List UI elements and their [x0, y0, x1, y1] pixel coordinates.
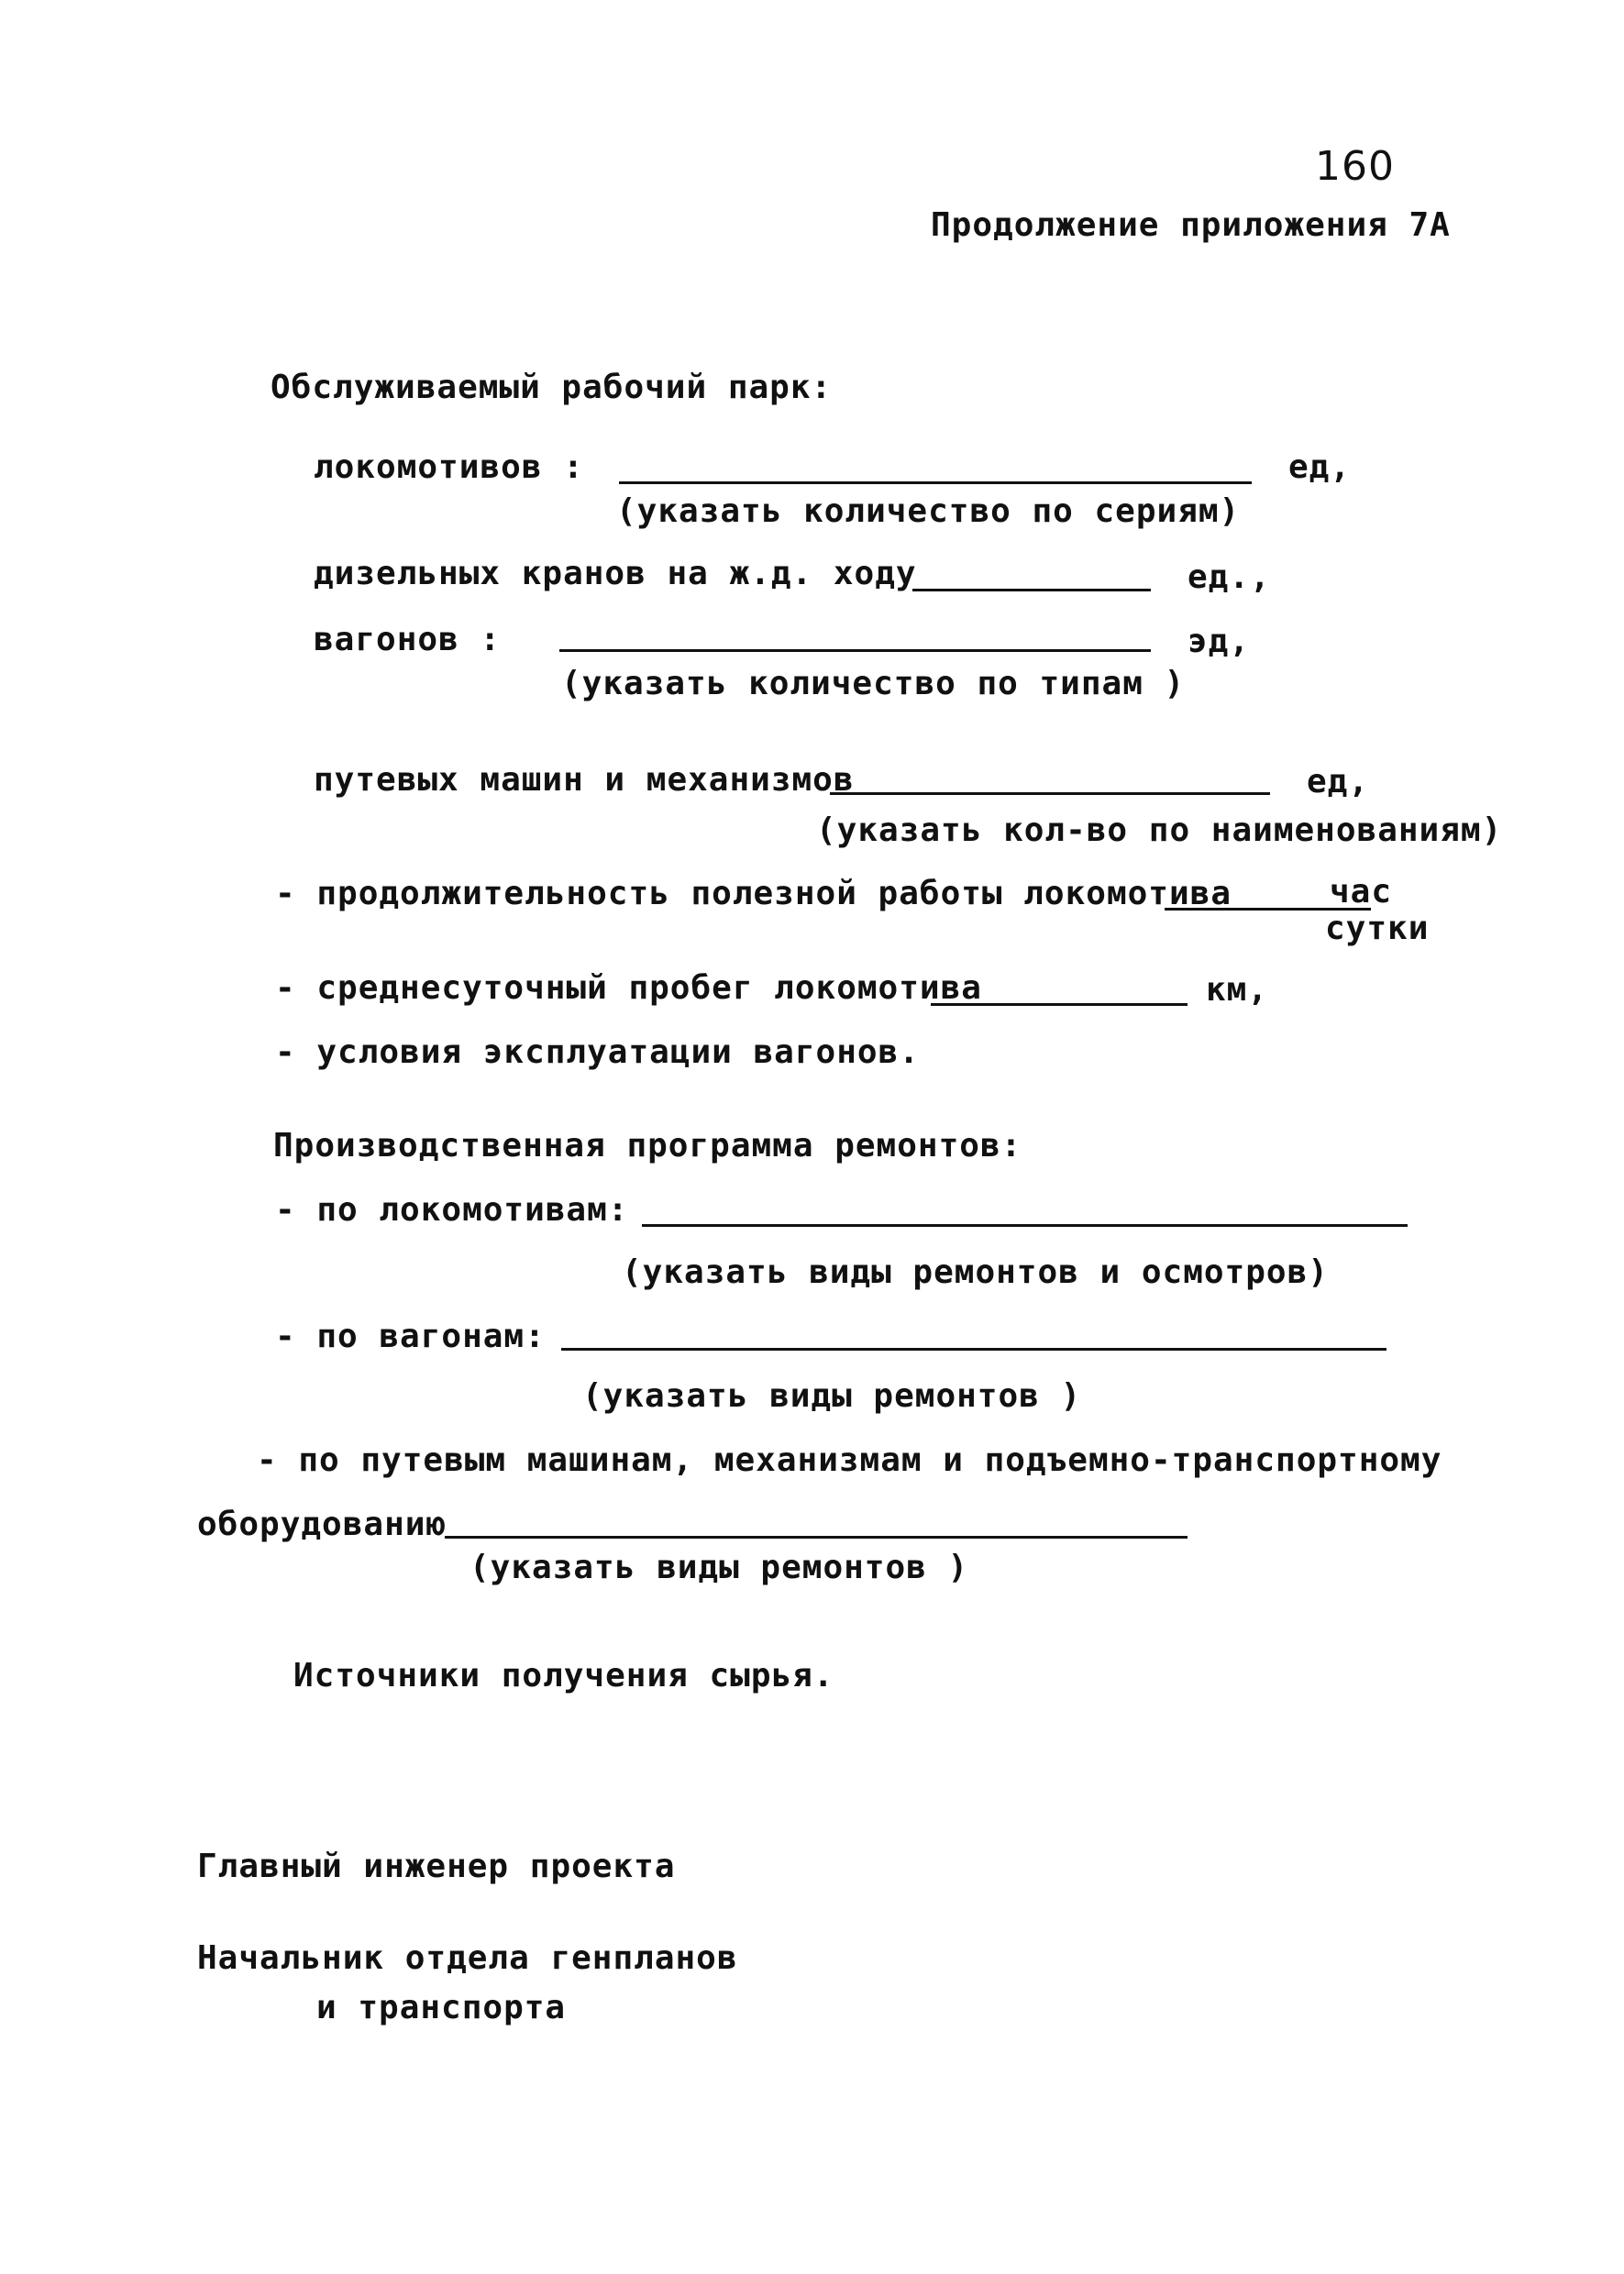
cranes-label: дизельных кранов на ж.д. ходу [314, 555, 917, 592]
appendix-caption: Продолжение приложения 7А [931, 206, 1451, 244]
program-wagons-label: - по вагонам: [275, 1318, 546, 1355]
program-locos-blank [642, 1224, 1408, 1227]
mileage-unit: км, [1206, 971, 1269, 1009]
wagons-blank [559, 649, 1151, 652]
duration-unit-bottom: сутки [1325, 910, 1430, 947]
program-locos-hint: (указать виды ремонтов и осмотров) [622, 1253, 1329, 1291]
mileage-blank [931, 1003, 1188, 1006]
sources-text: Источники получения сырья. [293, 1657, 834, 1694]
dept-head-line2: и транспорта [316, 1989, 567, 2026]
locomotives-blank [619, 481, 1252, 484]
program-locos-label: - по локомотивам: [275, 1191, 629, 1229]
machines-unit: ед, [1307, 763, 1370, 800]
conditions-text: - условия эксплуатации вагонов. [275, 1033, 920, 1071]
program-heading: Производственная программа ремонтов: [273, 1127, 1022, 1165]
machines-hint: (указать кол-во по наименованиям) [816, 811, 1503, 849]
program-machines-blank [445, 1536, 1188, 1539]
machines-label: путевых машин и механизмов [314, 761, 855, 799]
locomotives-label: локомотивов : [314, 448, 584, 486]
wagons-label: вагонов : [314, 621, 502, 658]
chief-engineer: Главный инженер проекта [197, 1848, 676, 1885]
page-number: 160 [1315, 143, 1395, 190]
park-heading: Обслуживаемый рабочий парк: [271, 369, 833, 406]
program-machines-hint: (указать виды ремонтов ) [470, 1549, 969, 1586]
program-wagons-hint: (указать виды ремонтов ) [582, 1377, 1082, 1415]
wagons-hint: (указать количество по типам ) [561, 665, 1186, 702]
duration-label: - продолжительность полезной работы локомотива [275, 875, 1232, 912]
program-machines-line2: оборудованию [197, 1506, 447, 1543]
cranes-blank [912, 589, 1151, 591]
program-wagons-blank [561, 1348, 1386, 1351]
dept-head-line1: Начальник отдела генпланов [197, 1939, 738, 1977]
locomotives-unit: ед, [1288, 448, 1352, 486]
locomotives-hint: (указать количество по сериям) [616, 492, 1241, 530]
cranes-unit: ед., [1188, 558, 1271, 596]
duration-unit-top: час [1330, 873, 1393, 911]
program-machines-line1: - по путевым машинам, механизмам и подъемно-транспортному [257, 1441, 1442, 1479]
machines-blank [830, 792, 1270, 795]
wagons-unit: эд, [1188, 623, 1251, 660]
mileage-label: - среднесуточный пробег локомотива [275, 969, 982, 1007]
